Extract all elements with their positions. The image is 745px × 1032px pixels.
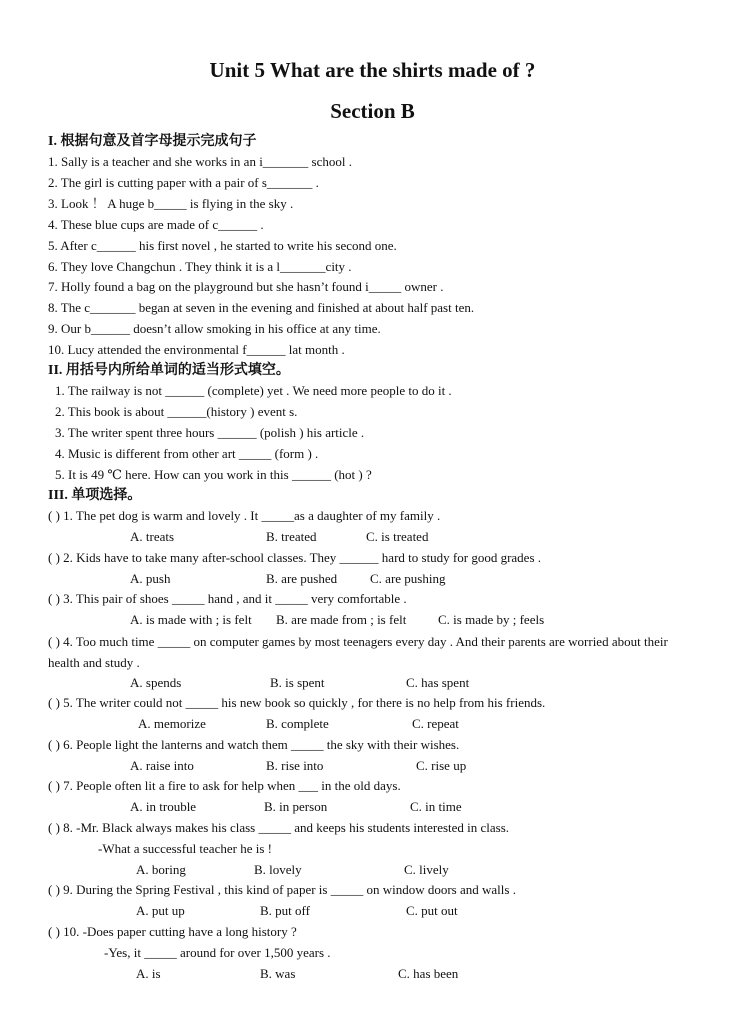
mc-option: B. lovely (254, 862, 302, 877)
mc-question: ( ) 2. Kids have to take many after-school classes. They ______ hard to study for good grades . (48, 550, 542, 565)
question-line: 9. Our b______ doesn’t allow smoking in his office at any time. (48, 321, 381, 336)
mc-question-reply: -What a successful teacher he is ! (98, 841, 272, 856)
mc-option: C. has spent (406, 675, 470, 690)
mc-option: A. is made with ; is felt (130, 612, 252, 627)
mc-option: A. push (130, 571, 171, 586)
mc-option: A. treats (130, 529, 175, 544)
mc-question: ( ) 3. This pair of shoes _____ hand , and it _____ very comfortable . (48, 591, 407, 606)
question-line: 4. Music is different from other art _____ (form ) . (55, 446, 319, 461)
mc-option: B. are pushed (266, 571, 338, 586)
mc-option: C. is treated (366, 529, 429, 544)
mc-option: A. in trouble (130, 799, 197, 814)
question-line: 10. Lucy attended the environmental f______ lat month . (48, 342, 345, 357)
document-subtitle: Section B (330, 99, 415, 123)
question-line: 1. The railway is not ______ (complete) yet . We need more people to do it . (55, 383, 452, 398)
question-line: 5. After c______ his first novel , he started to write his second one. (48, 238, 397, 253)
mc-option: C. has been (398, 966, 459, 981)
mc-question: ( ) 4. Too much time _____ on computer games by most teenagers every day . And their parents are worried about their health and study . (48, 634, 668, 670)
question-line: 6. They love Changchun . They think it is a l_______city . (48, 259, 352, 274)
question-line: 3. Look ！ A huge b_____ is flying in the sky . (48, 196, 294, 211)
question-line: 3. The writer spent three hours ______ (polish ) his article . (55, 425, 365, 440)
mc-option: B. rise into (266, 758, 324, 773)
mc-option: C. is made by ; feels (438, 612, 545, 627)
question-line: 7. Holly found a bag on the playground but she hasn’t found i_____ owner . (48, 279, 444, 294)
mc-option: A. spends (130, 675, 182, 690)
mc-question: ( ) 8. -Mr. Black always makes his class _____ and keeps his students interested in class. (48, 820, 510, 835)
mc-option: C. lively (404, 862, 449, 877)
mc-option: C. put out (406, 903, 458, 918)
question-line: 5. It is 49 ℃ here. How can you work in this ______ (hot ) ? (55, 467, 372, 482)
mc-option: B. put off (260, 903, 310, 918)
mc-option: A. boring (136, 862, 186, 877)
mc-option: C. rise up (416, 758, 467, 773)
section-heading-3: III. 单项选择。 (48, 488, 142, 503)
question-line: 1. Sally is a teacher and she works in an i_______ school . (48, 154, 352, 169)
mc-option: B. was (260, 966, 296, 981)
mc-option: B. is spent (270, 675, 325, 690)
mc-option: A. is (136, 966, 161, 981)
mc-option: C. in time (410, 799, 462, 814)
question-line: 2. This book is about ______(history ) event s. (55, 404, 298, 419)
mc-option: B. complete (266, 716, 329, 731)
mc-option: B. treated (266, 529, 317, 544)
mc-option: C. are pushing (370, 571, 446, 586)
question-line: 4. These blue cups are made of c______ . (48, 217, 264, 232)
mc-option: B. in person (264, 799, 328, 814)
mc-option: A. put up (136, 903, 185, 918)
mc-question: ( ) 6. People light the lanterns and watch them _____ the sky with their wishes. (48, 737, 460, 752)
mc-question-reply: -Yes, it _____ around for over 1,500 years . (104, 945, 331, 960)
mc-question: ( ) 1. The pet dog is warm and lovely . It _____as a daughter of my family . (48, 508, 441, 523)
mc-question: ( ) 7. People often lit a fire to ask for help when ___ in the old days. (48, 778, 401, 793)
document-title: Unit 5 What are the shirts made of ? (209, 58, 536, 82)
question-line: 2. The girl is cutting paper with a pair of s_______ . (48, 175, 319, 190)
mc-option: A. raise into (130, 758, 194, 773)
section-heading-1: I. 根据句意及首字母提示完成句子 (48, 134, 257, 149)
mc-question: ( ) 9. During the Spring Festival , this kind of paper is _____ on window doors and walls . (48, 882, 516, 897)
question-line: 8. The c_______ began at seven in the evening and finished at about half past ten. (48, 300, 475, 315)
section-heading-2: II. 用括号内所给单词的适当形式填空。 (48, 363, 290, 378)
mc-option: B. are made from ; is felt (276, 612, 407, 627)
mc-question: ( ) 5. The writer could not _____ his new book so quickly , for there is no help from his friends. (48, 695, 546, 710)
mc-question: ( ) 10. -Does paper cutting have a long history ? (48, 924, 297, 939)
mc-option: C. repeat (412, 716, 459, 731)
mc-option: A. memorize (138, 716, 206, 731)
